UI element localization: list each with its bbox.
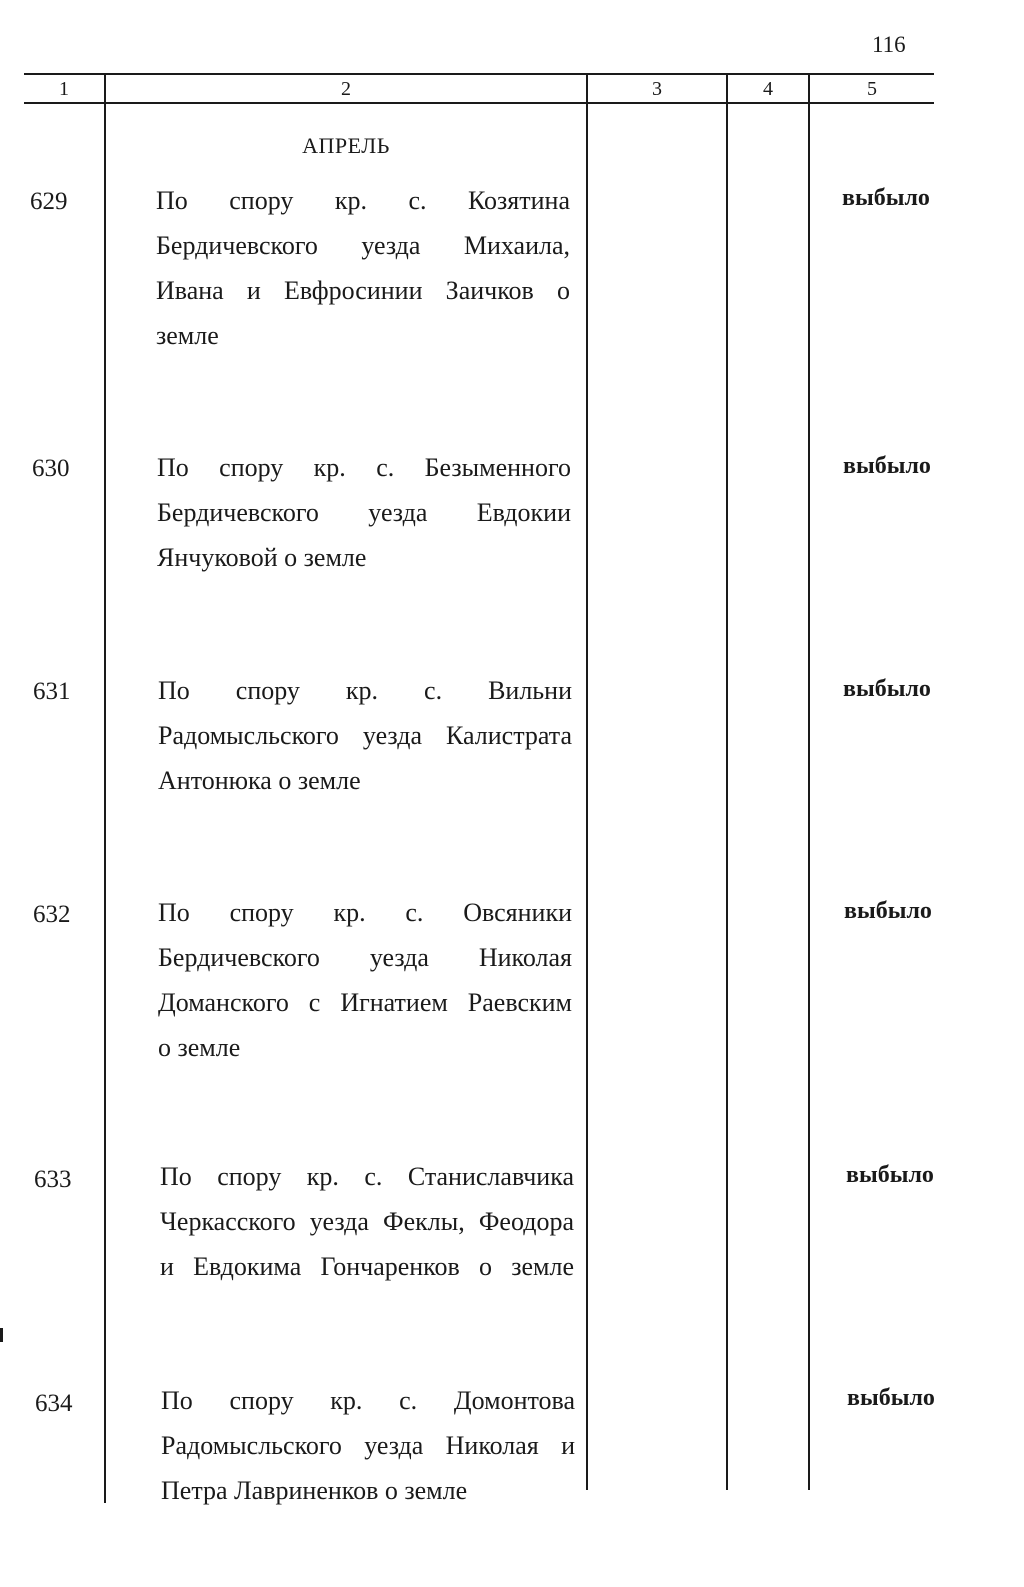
column-header-5: 5: [867, 78, 877, 100]
entry-description: [158, 890, 572, 1070]
column-header-4: 4: [763, 78, 773, 100]
entry-status: выбыло: [843, 453, 931, 479]
entry-number: 630: [32, 455, 70, 482]
entry-number: 631: [33, 678, 71, 705]
entry-line: Доманского с Игнатием Раевским: [158, 988, 572, 1017]
table-header-rule: [24, 102, 934, 104]
entry-line: Антонюка о земле: [158, 766, 361, 795]
entry-line: По спору кр. с. Домонтова: [161, 1386, 575, 1415]
entry-line: о земле: [158, 1033, 241, 1062]
entry-number: 629: [30, 188, 68, 215]
entry-line: Петра Лавриненков о земле: [161, 1476, 468, 1505]
entry-line: Бердичевского уезда Евдокии: [157, 498, 571, 527]
entry-description: [158, 668, 572, 803]
entry-line: и Евдокима Гончаренков о земле: [160, 1252, 574, 1281]
entry-number: 634: [35, 1390, 73, 1417]
entry-line: Бердичевского уезда Михаила,: [156, 231, 570, 260]
scan-mark: [0, 1328, 3, 1342]
column-header-3: 3: [652, 78, 662, 100]
entry-line: По спору кр. с. Вильни: [158, 676, 572, 705]
page-number: 116: [872, 32, 906, 57]
column-header-2: 2: [341, 78, 351, 100]
entry-line: земле: [156, 321, 219, 350]
entry-line: Янчуковой о земле: [157, 543, 367, 572]
column-header-1: 1: [59, 78, 69, 100]
entry-line: По спору кр. с. Станиславчика: [160, 1162, 574, 1191]
entry-line: Бердичевского уезда Николая: [158, 943, 572, 972]
column-divider-4: [808, 73, 810, 1490]
column-divider-2: [586, 73, 588, 1490]
entry-number: 633: [34, 1166, 72, 1193]
entry-number: 632: [33, 901, 71, 928]
entry-status: выбыло: [843, 676, 931, 702]
entry-status: выбыло: [842, 185, 930, 211]
entry-description: [157, 445, 571, 580]
entry-description: [161, 1378, 575, 1513]
entry-description: [156, 178, 570, 358]
entry-status: выбыло: [846, 1162, 934, 1188]
column-divider-3: [726, 73, 728, 1490]
entry-line: По спору кр. с. Козятина: [156, 186, 570, 215]
entry-status: выбыло: [844, 898, 932, 924]
table-top-rule: [24, 73, 934, 75]
month-heading: АПРЕЛЬ: [302, 133, 390, 158]
column-divider-1: [104, 73, 106, 1503]
entry-status: выбыло: [847, 1385, 935, 1411]
entry-line: Ивана и Евфросинии Заичков о: [156, 276, 570, 305]
entry-line: По спору кр. с. Безыменного: [157, 453, 571, 482]
entry-line: По спору кр. с. Овсяники: [158, 898, 572, 927]
entry-line: Радомысльского уезда Калистрата: [158, 721, 572, 750]
entry-description: [160, 1154, 574, 1289]
entry-line: Радомысльского уезда Николая и: [161, 1431, 575, 1460]
entry-line: Черкасского уезда Феклы, Феодора: [160, 1207, 574, 1236]
